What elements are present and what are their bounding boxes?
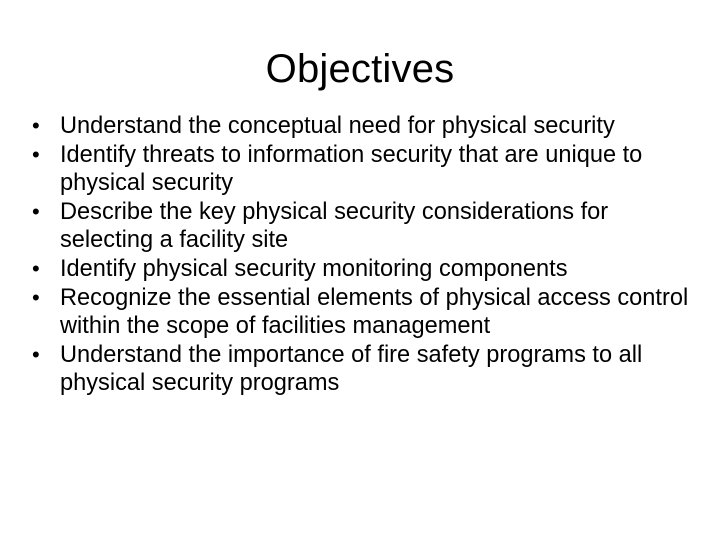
- bullet-text: Understand the conceptual need for physical security: [60, 113, 615, 139]
- bullet-icon: •: [32, 255, 40, 281]
- bullet-icon: •: [32, 198, 40, 224]
- bullet-text: Describe the key physical security considerations for selecting a facility site: [60, 198, 609, 254]
- bullet-text: Understand the importance of fire safety programs to all physical security programs: [60, 341, 643, 397]
- bullet-icon: •: [32, 341, 40, 367]
- bullet-item-4: [30, 255, 690, 284]
- bullet-item-6: [30, 341, 690, 398]
- bullet-text: Identify physical security monitoring components: [60, 255, 568, 282]
- bullet-text: Recognize the essential elements of physical access control within the scope of facilities management: [60, 284, 689, 340]
- bullet-icon: •: [32, 141, 40, 167]
- bullet-icon: •: [32, 284, 40, 310]
- bullet-item-5: [30, 284, 690, 341]
- bullet-item-2: [30, 141, 690, 198]
- bullet-item-3: [30, 198, 690, 255]
- bullet-item-1: [30, 112, 690, 141]
- bullet-text: Identify threats to information security that are unique to physical security: [60, 141, 643, 197]
- slide-title: Objectives: [265, 47, 455, 91]
- bullet-icon: •: [32, 113, 40, 138]
- objectives-list: [30, 112, 690, 398]
